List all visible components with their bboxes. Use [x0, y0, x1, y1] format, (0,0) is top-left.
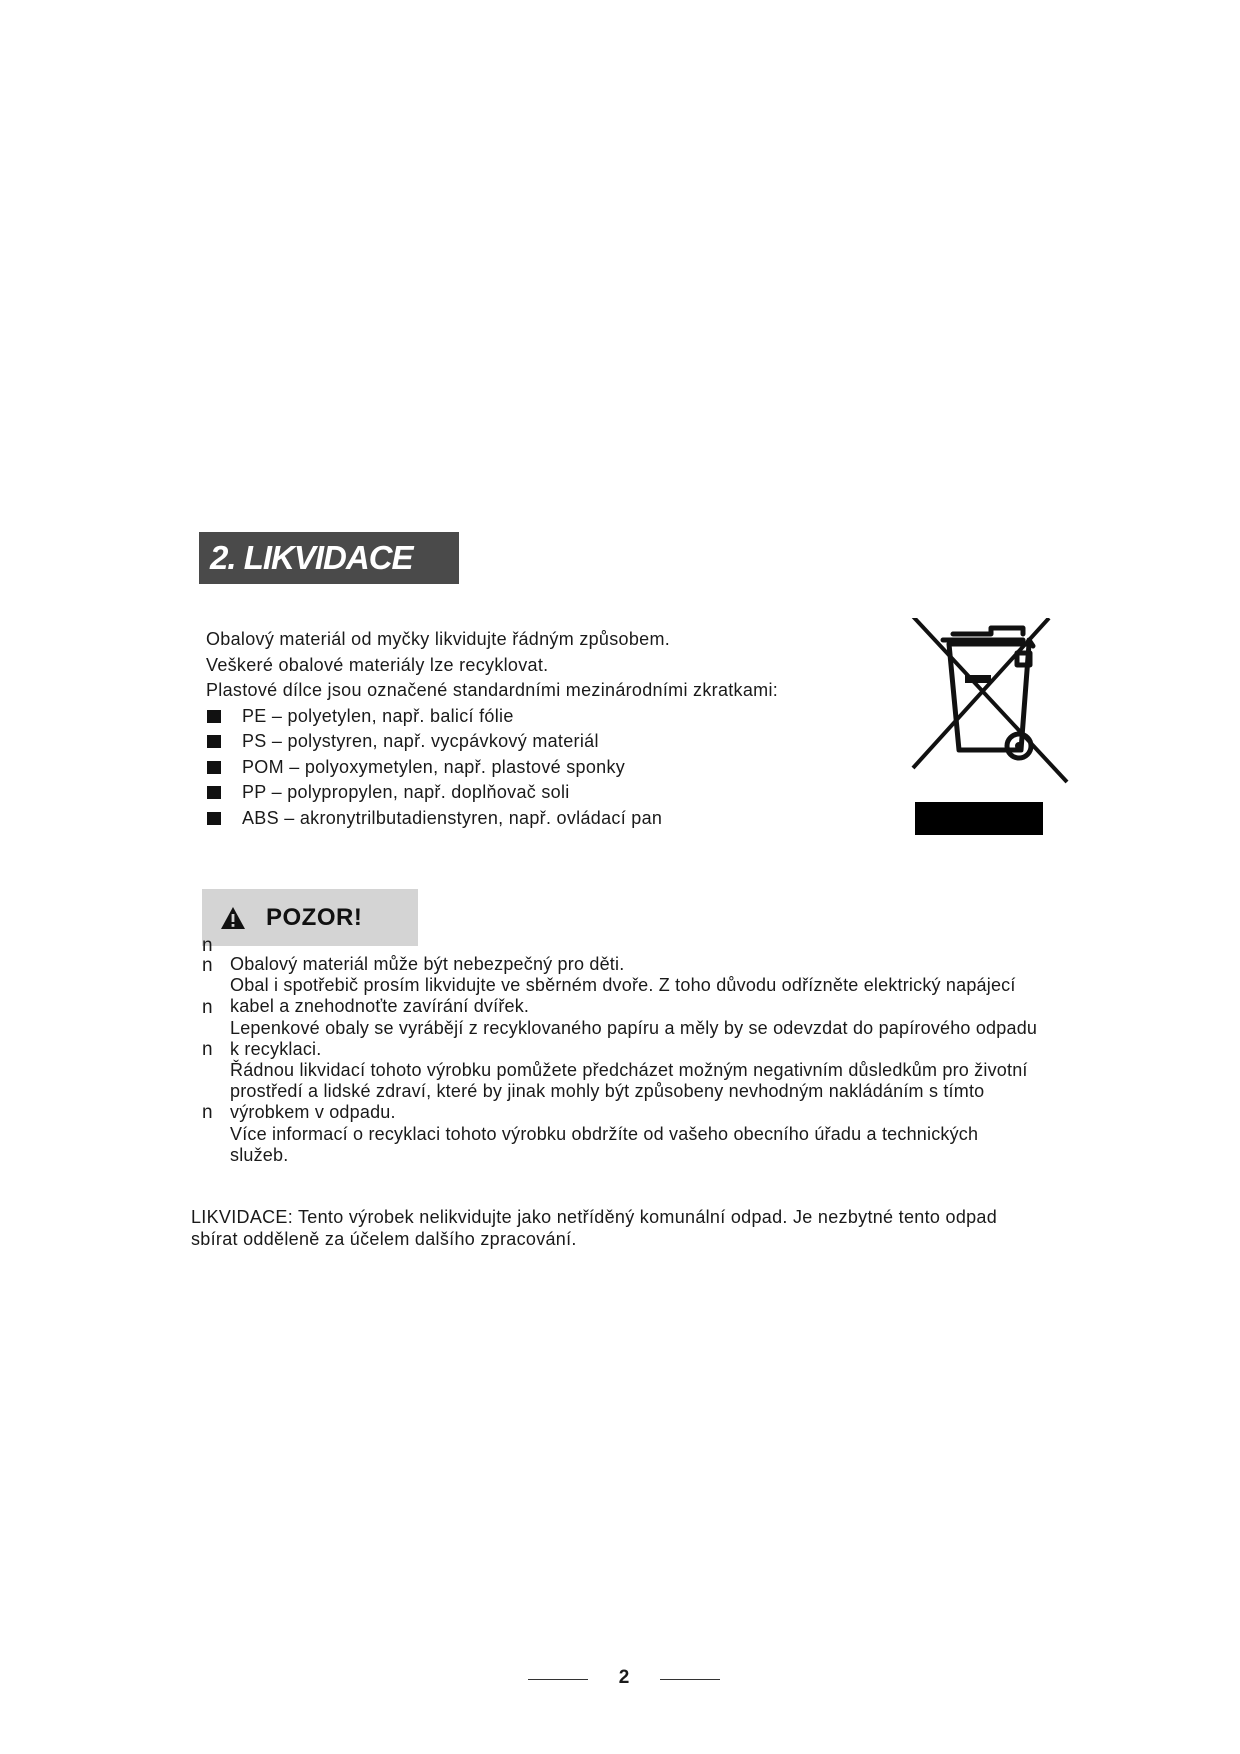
list-item: POM – polyoxymetylen, např. plastové sponky	[206, 755, 778, 781]
warning-line: Více informací o recyklaci tohoto výrobku obdržíte od vašeho obecního úřadu a technických	[230, 1123, 979, 1144]
list-item: ABS – akronytrilbutadienstyren, např. ovládací pan	[206, 806, 778, 832]
section-heading	[199, 532, 459, 584]
square-bullet-icon	[207, 710, 221, 723]
intro-text	[206, 627, 778, 831]
square-bullet-icon	[207, 786, 221, 799]
warning-line: prostředí a lidské zdraví, které by jinak mohly být způsobeny nevhodným nakládáním s tímto	[230, 1081, 985, 1102]
section-title: 2. LIKVIDACE	[210, 539, 413, 576]
warning-line: Řádnou likvidací tohoto výrobku pomůžete předcházet možným negativním důsledkům pro životní	[230, 1060, 1028, 1081]
intro-line: Obalový materiál od myčky likvidujte řádným způsobem.	[206, 629, 671, 649]
list-item: PE – polyetylen, např. balicí fólie	[206, 704, 778, 730]
note-line: LIKVIDACE: Tento výrobek nelikvidujte jako netříděný komunální odpad. Je nezbytné tento odpad	[191, 1207, 998, 1227]
warning-line: kabel a znehodnoťte zavírání dvířek.	[230, 996, 530, 1017]
bullet-marker: n	[202, 1039, 213, 1060]
page-footer	[528, 1665, 720, 1695]
warning-line: služeb.	[230, 1144, 289, 1165]
warning-title: POZOR!	[266, 903, 363, 931]
warning-triangle-icon	[220, 906, 246, 930]
bullet-marker: n	[202, 955, 213, 976]
intro-line: Plastové dílce jsou označené standardními mezinárodními zkratkami:	[206, 680, 779, 700]
list-item: PS – polystyren, např. vycpávkový materiál	[206, 729, 778, 755]
warning-line: Lepenkové obaly se vyrábějí z recyklovaného papíru a měly by se odevzdat do papírového odpadu	[230, 1017, 1038, 1038]
square-bullet-icon	[207, 761, 221, 774]
bullet-marker: n	[202, 997, 213, 1018]
warning-text	[230, 954, 1130, 1166]
warning-line: k recyklaci.	[230, 1038, 322, 1059]
warning-box	[202, 889, 418, 946]
disposal-note	[191, 1206, 997, 1250]
page-number: 2	[618, 1667, 630, 1688]
square-bullet-icon	[207, 735, 221, 748]
square-bullet-icon	[207, 812, 221, 825]
warning-line: Obal i spotřebič prosím likvidujte ve sběrném dvoře. Z toho důvodu odřízněte elektrický napájecí	[230, 975, 1016, 996]
warning-line: Obalový materiál může být nebezpečný pro děti.	[230, 954, 625, 974]
crossed-out-wheelie-bin-icon	[905, 618, 1070, 848]
plastic-codes-list	[206, 704, 778, 832]
list-item: PP – polypropylen, např. doplňovač soli	[206, 780, 778, 806]
intro-line: Veškeré obalové materiály lze recyklovat.	[206, 654, 549, 675]
warning-line: výrobkem v odpadu.	[230, 1102, 396, 1123]
bullet-marker: n	[202, 1102, 213, 1123]
bullet-marker: n	[202, 935, 213, 956]
note-line: sbírat odděleně za účelem dalšího zpracování.	[191, 1229, 577, 1249]
footer-rule-right	[660, 1679, 720, 1680]
